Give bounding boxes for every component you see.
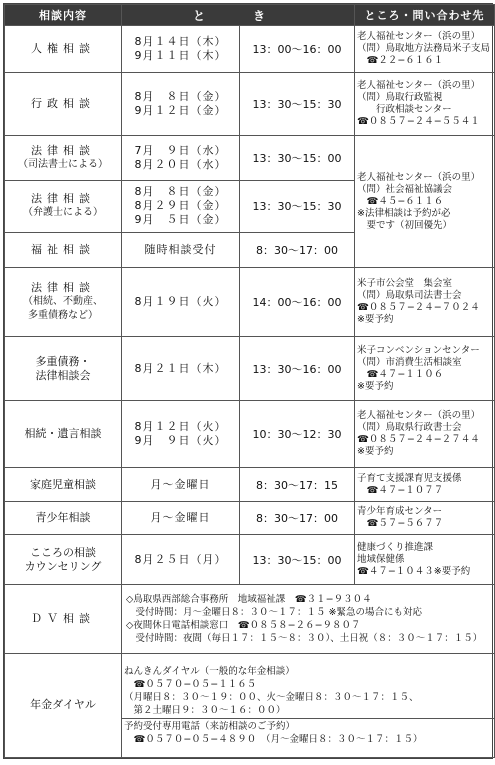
time-cell: 13：30～16：00 <box>240 336 355 400</box>
table-row <box>5 336 495 400</box>
date-cell: 8月１２日（火） 9月 ９日（火） <box>122 401 240 468</box>
table-row <box>5 467 495 501</box>
category-cell: 家庭児童相談 <box>5 467 122 501</box>
category-sublabel: （相続、不動産、 多重債務など） <box>23 296 103 322</box>
date-cell: 8月１４日（木） 9月１１日（木） <box>122 26 240 73</box>
category-cell: 相続・遺言相談 <box>5 401 122 468</box>
date-cell: 7月 ９日（水） 8月２０日（水） <box>122 136 240 181</box>
category-cell <box>5 136 122 181</box>
time-cell: 8：30～17：00 <box>240 232 355 267</box>
table-row <box>5 26 495 73</box>
nenkin-contact-cell <box>122 653 495 757</box>
date-cell: 8月２５日（月） <box>122 535 240 585</box>
table-row <box>5 401 495 468</box>
contact-cell: 青少年育成センター ☎５７−５６７７ <box>355 502 495 535</box>
category-cell: 年金ダイヤル <box>5 653 122 757</box>
category-cell <box>5 180 122 232</box>
header-contact: ところ・問い合わせ先 <box>355 5 495 26</box>
category-cell: 福祉相談 <box>5 232 122 267</box>
category-cell: 多重債務・ 法律相談会 <box>5 336 122 400</box>
contact-cell: 米子コンベンションセンター （問）市消費生活相談室 ☎４７−１１０６ ※要予約 <box>355 336 495 400</box>
header-row <box>5 5 495 26</box>
category-label: 法律相談 <box>31 192 95 206</box>
time-cell: 13：30～15：00 <box>240 535 355 585</box>
time-cell: 13：30～15：30 <box>240 180 355 232</box>
nenkin-reservation-block: 予約受付専用電話（来訪相談のご予約） ☎０５７０−０５−４８９０ （月～金曜日８：３０～１７：１５） <box>122 718 494 747</box>
table-row-dv <box>5 585 495 654</box>
category-cell: 青少年相談 <box>5 502 122 535</box>
category-label: 法律相談 <box>31 144 95 158</box>
category-sublabel: （弁護士による） <box>23 207 103 219</box>
contact-cell-shared: 老人福祉センター（浜の里） （問）社会福祉協議会 ☎４５−６１１６ ※法律相談は予約が必 要です（初回優先） <box>355 136 495 268</box>
category-cell: こころの相談 カウンセリング <box>5 535 122 585</box>
category-cell <box>5 268 122 337</box>
time-cell: 13：30～15：30 <box>240 72 355 135</box>
consultation-schedule-table <box>4 4 495 758</box>
date-cell: 月～金曜日 <box>122 502 240 535</box>
category-label: 法律相談 <box>31 281 95 295</box>
date-cell: 月～金曜日 <box>122 467 240 501</box>
table-row <box>5 502 495 535</box>
date-cell: 8月２１日（木） <box>122 336 240 400</box>
time-cell: 10：30～12：30 <box>240 401 355 468</box>
header-category: 相談内容 <box>5 5 122 26</box>
header-time: と き <box>122 5 355 26</box>
nenkin-general-block: ねんきんダイヤル（一般的な年金相談） ☎０５７０−０５−１１６５ （月曜日８：３０～１９：００、火～金曜日８：３０～１７：１５、 第２土曜日９：３０～１６：００） <box>124 665 419 716</box>
table-row <box>5 136 495 181</box>
contact-cell: 老人福祉センター（浜の里） （問）鳥取地方法務局米子支局 ☎２２−６１６１ <box>355 26 495 73</box>
table-row <box>5 268 495 337</box>
time-cell: 8：30～17：15 <box>240 467 355 501</box>
table-row <box>5 72 495 135</box>
table-row <box>5 535 495 585</box>
contact-cell: 子育て支援課育児支援係 ☎４７−１０７７ <box>355 467 495 501</box>
contact-cell: 健康づくり推進課 地域保健係 ☎４７−１０４３※要予約 <box>355 535 495 585</box>
date-cell: 随時相談受付 <box>122 232 240 267</box>
date-cell: 8月１９日（火） <box>122 268 240 337</box>
category-cell: ＤＶ相談 <box>5 585 122 654</box>
dv-contact-cell: ◇鳥取県西部総合事務所 地域福祉課 ☎３１−９３０４ 受付時間：月～金曜日８：３０～１７：１５ ※緊急の場合にも対応 ◇夜間休日電話相談窓口 ☎０８５８−２６−９８０７ 受付時間：夜間（毎日１７：１５～８：３０）、土日祝（８：３０～１７：１５） <box>122 585 495 654</box>
time-cell: 14：00～16：00 <box>240 268 355 337</box>
contact-cell: 米子市公会堂 集会室 （問）鳥取県司法書士会 ☎０８５７−２４−７０２４ ※要予約 <box>355 268 495 337</box>
contact-cell: 老人福祉センター（浜の里） （問）鳥取行政監視 行政相談センター ☎０８５７−２４−５５４１ <box>355 72 495 135</box>
consultation-schedule-table-wrapper <box>3 3 493 759</box>
category-sublabel: （司法書士による） <box>18 159 108 171</box>
table-row-nenkin <box>5 653 495 757</box>
category-cell: 行政相談 <box>5 72 122 135</box>
time-cell: 8：30～17：00 <box>240 502 355 535</box>
time-cell: 13：00～16：00 <box>240 26 355 73</box>
contact-cell: 老人福祉センター（浜の里） （問）鳥取県行政書士会 ☎０８５７−２４−２７４４ ※要予約 <box>355 401 495 468</box>
time-cell: 13：30～15：00 <box>240 136 355 181</box>
category-cell: 人権相談 <box>5 26 122 73</box>
date-cell: 8月 ８日（金） 8月２９日（金） 9月 ５日（金） <box>122 180 240 232</box>
date-cell: 8月 ８日（金） 9月１２日（金） <box>122 72 240 135</box>
